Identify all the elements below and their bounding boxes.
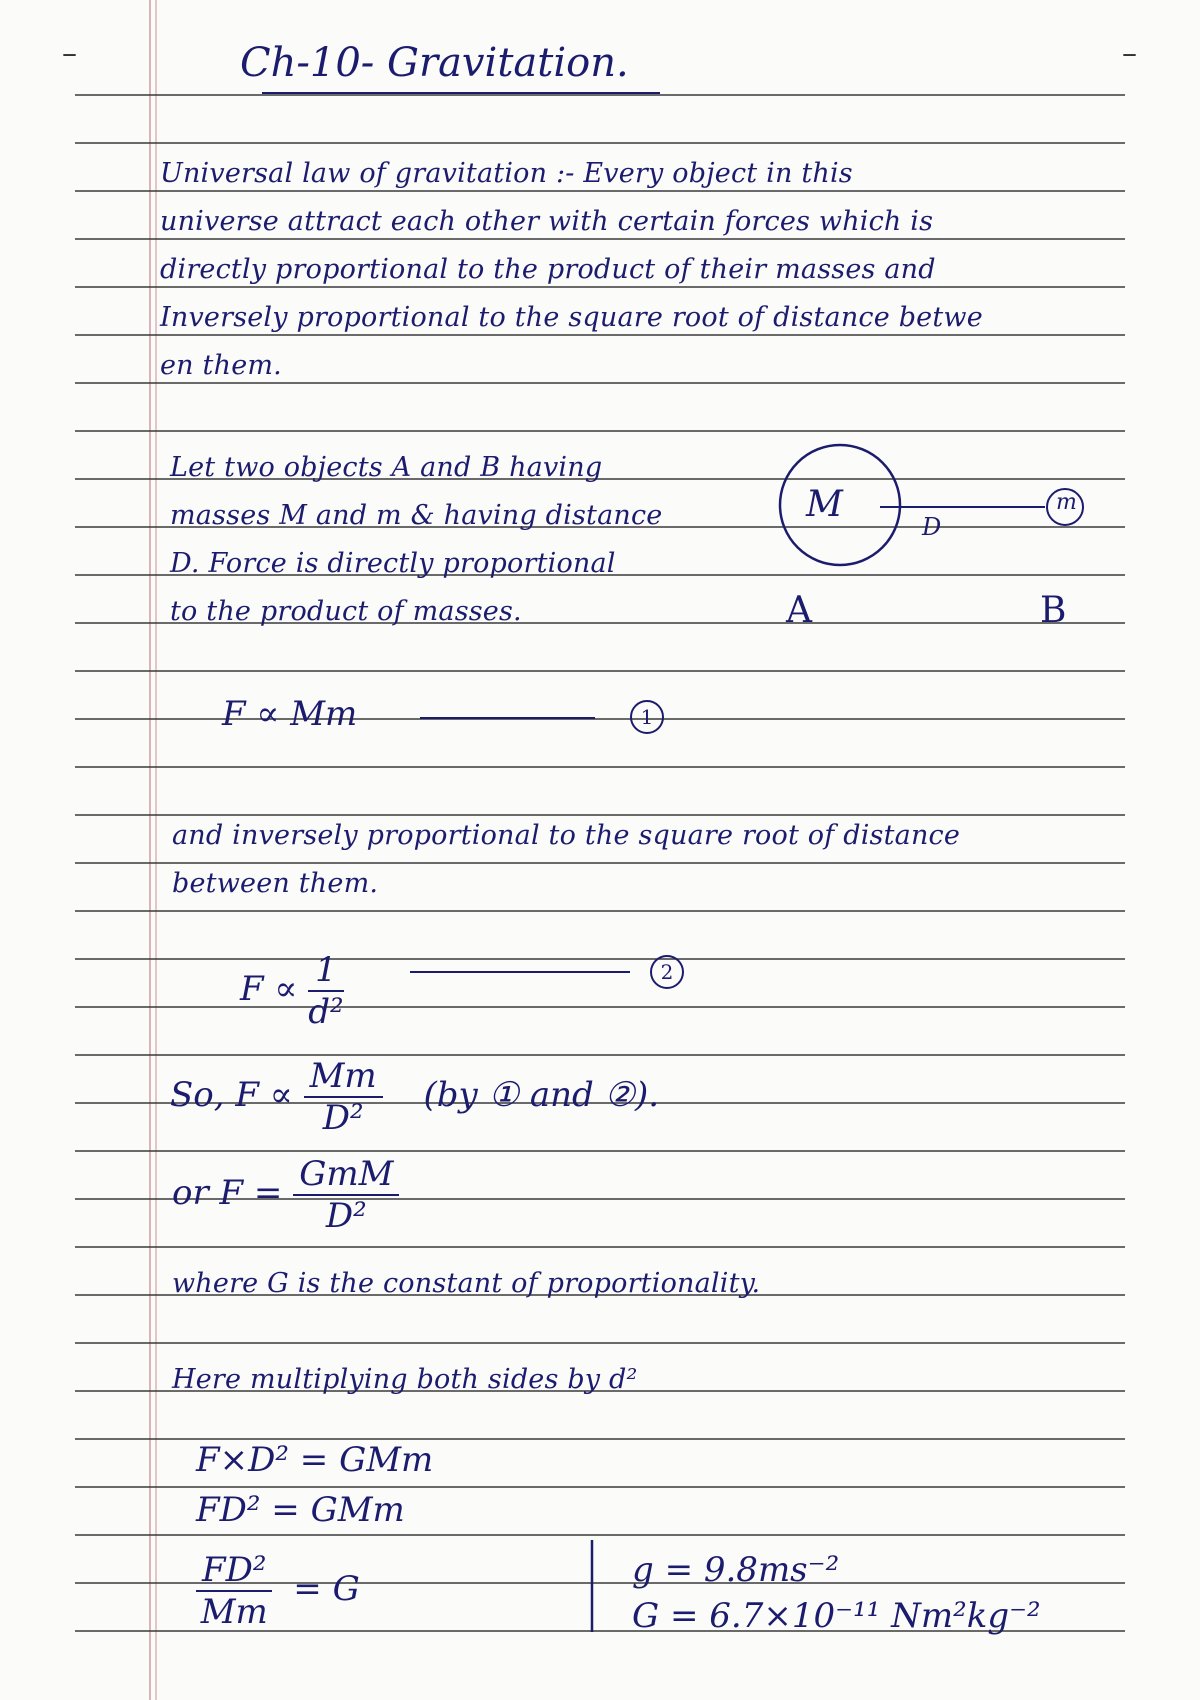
step-3: $\frac{\text{FD²}}{Mm}$ = G — [196, 1550, 360, 1632]
law-line-1: Universal law of gravitation :- Every object in this — [160, 158, 853, 189]
equation-3-fraction: $\frac{Mm}{\text{D²}}$ — [304, 1056, 383, 1138]
page-title: Ch-10- Gravitation. — [240, 40, 629, 86]
mass-a-label: M — [806, 484, 843, 525]
step-1: F×D² = GMm — [196, 1440, 434, 1480]
equation-2-lhs: F ∝ — [240, 969, 298, 1009]
law-line-5: en them. — [160, 350, 282, 381]
mass-b-label: m — [1056, 490, 1077, 515]
law-line-2: universe attract each other with certain forces which is — [160, 206, 934, 237]
left-margin-mark: – — [62, 36, 77, 71]
constant-g: g = 9.8ms⁻² — [632, 1550, 840, 1590]
let-line-3: D. Force is directly proportional — [170, 548, 616, 579]
distance-label: D — [922, 513, 942, 541]
object-b-label: B — [1040, 590, 1067, 631]
right-margin-mark: – — [1122, 36, 1137, 71]
equation-3: So, F ∝ $\frac{Mm}{\text{D²}}$ (by ① and ②). — [170, 1056, 660, 1138]
constant-big-g: G = 6.7×10⁻¹¹ Nm²kg⁻² — [632, 1596, 1041, 1636]
let-line-4: to the product of masses. — [170, 596, 522, 627]
inverse-line-2: between them. — [172, 868, 379, 899]
equation-2 — [240, 950, 344, 1032]
law-line-3: directly proportional to the product of their masses and — [160, 254, 936, 285]
let-line-1: Let two objects A and B having — [170, 452, 603, 483]
equation-4-fraction: $\frac{\text{GmM}}{\text{D²}}$ — [293, 1154, 399, 1236]
step-2: FD² = GMm — [196, 1490, 405, 1530]
equation-2-fraction: $\frac{1}{\text{d²}}$ — [308, 950, 344, 1032]
law-line-4: Inversely proportional to the square root of distance betwe — [160, 302, 983, 333]
equation-2-number: 2 — [650, 955, 684, 989]
multiply-line: Here multiplying both sides by d² — [172, 1364, 638, 1395]
equation-1: F ∝ Mm — [222, 694, 358, 734]
inverse-line-1: and inversely proportional to the square root of distance — [172, 820, 961, 851]
object-a-label: A — [786, 590, 812, 631]
let-line-2: masses M and m & having distance — [170, 500, 663, 531]
step-3-fraction: $\frac{\text{FD²}}{Mm}$ — [196, 1550, 272, 1632]
where-line: where G is the constant of proportionality. — [172, 1268, 761, 1299]
equation-1-number: 1 — [630, 700, 664, 734]
equation-4: or F = $\frac{\text{GmM}}{\text{D²}}$ — [172, 1154, 399, 1236]
